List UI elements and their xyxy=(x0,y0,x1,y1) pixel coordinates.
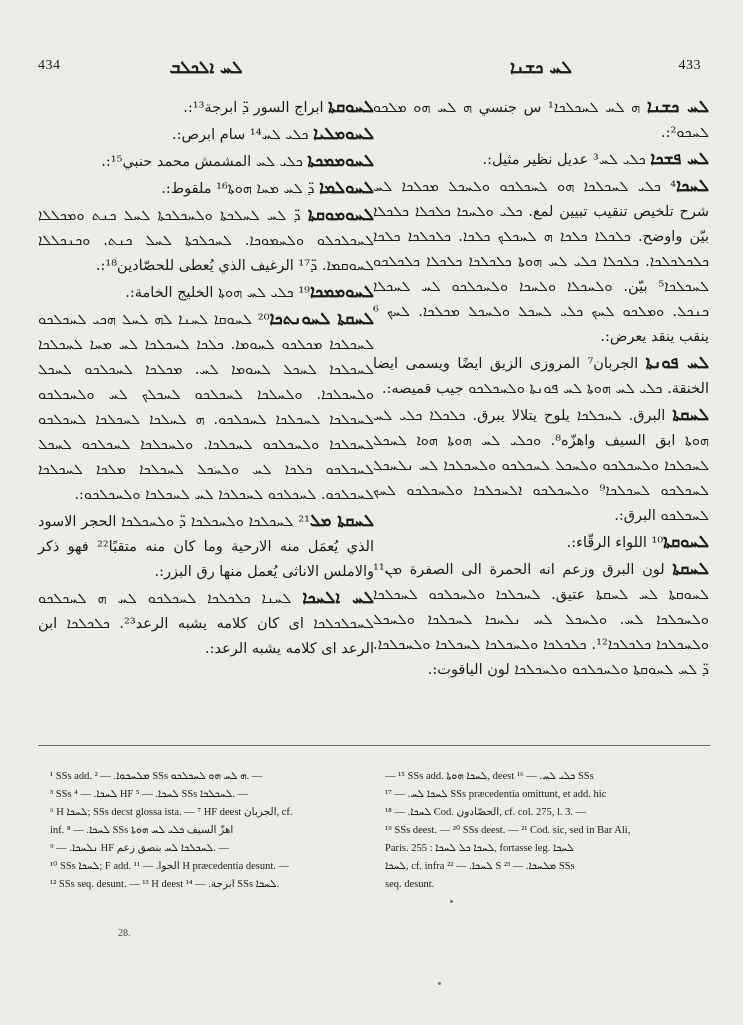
lexicon-entry xyxy=(38,585,374,662)
lexicon-entry xyxy=(373,94,709,146)
footnote-line: inf. ܠܚܟܐ. — ⁸ SSs اهزّ السيف ܟܠܝ ܠܚ ܗܘܬܐ xyxy=(50,825,234,836)
left-running-title: ܠܚ ܐܠܟܠܒ xyxy=(169,58,243,78)
right-footnotes xyxy=(385,768,707,894)
lexicon-entry xyxy=(373,350,709,402)
footnote-line: ¹⁰ SSs ܠܚܟܐ; F add. الجوا. — ¹¹ H præcedentia desunt. — xyxy=(50,861,290,872)
footnote-line: ܢܠܚܟܐ. — ⁹ HF ܠܚܟܠܟܐ ܠܚ بنصق زعم. — xyxy=(50,843,229,854)
paper-speck xyxy=(438,982,441,985)
entry-text: ܟܠܝ ܠܚ المشمش محمد حنبي¹⁵:. xyxy=(101,154,308,170)
entry-headword: ܠܚܘܠܡܐ xyxy=(319,178,374,197)
lexicon-entry xyxy=(373,556,709,683)
lexicon-entry xyxy=(38,508,374,585)
entry-headword: ܠܚ ܦܫܟܐ xyxy=(650,149,709,168)
footnote-line: ¹ SSs add. ܡܠܚܟܘܐ. — ² SSs ܗ ܠܚ ܗܘ ܠܚܟܠܟܘ. — xyxy=(50,771,263,782)
footnote-line: ¹⁹ SSs deest. — ²⁰ SSs deest. — ²¹ Cod. sic, sed in Bar Ali, xyxy=(385,825,631,836)
entry-text: ܠܚܢܐ ܟܠܟܠܟܐ ܠܚܟܠܟܘ ܠܚ ܗ ܠܚܟܠܟܘ ܠܚܟܠܟܠܟܐ ای کان کلامه یشبه الرعد²³. ܟܠܟܠܟܐ ابن الرعد ای کلامه یشبه الرعد:. xyxy=(38,591,374,657)
lexicon-entry xyxy=(373,529,709,556)
lexicon-entry xyxy=(373,146,709,173)
left-running-head xyxy=(38,58,374,80)
entry-text: ܗ ܠܚ ܠܚܟܠܟܐ¹ س جنسي ܗ ܠܚ ܗܘ ܡܠܟܘ ܠܚܟܘ²:. xyxy=(373,100,709,141)
entry-headword: ܠܚ ܟܫܢܐ xyxy=(646,97,709,116)
lexicon-entry xyxy=(38,148,374,175)
left-footnotes xyxy=(50,768,372,894)
footnote-line: ܠܚܟܐ ܠܚ. — ¹⁷ SSs præcedentia omittunt, et add. hic xyxy=(385,789,607,800)
entry-text: ܕ̈ ܠܚ ܠܚܠܟܬܐ ܘܠܚܟܠܟܬܐ ܠܚܠ ܟܢܬ ܘܡܟܠܠܐ ܠܚܟܠܟܠܘ ܘܠܚܡܘܟܐ. ܠܚܟܠܟܬܐ ܠܚܠ ܟܢܬ. ܘܟܢܟܠܠܐ ܠܚܘܩܡܐ. ܕ̈¹⁷ الرغيف الذي يُعطى للحصّادين¹⁸:. xyxy=(38,208,374,274)
entry-headword: ܠܚܩܬܐ xyxy=(672,559,709,578)
footnote-line: ³ SSs ܠܚܟܐ. — ⁴ HF ܠܚܟܐ. — ⁵ SSs ܠܚܟܠܟܐ. — xyxy=(50,789,249,800)
footnote-line: seq. desunt. xyxy=(385,879,435,890)
left-column xyxy=(38,58,374,662)
lexicon-entry xyxy=(373,402,709,529)
entry-text: ²⁰ ܠܚܘܩܐ ܠܚܢܐ ܠܗ ܠܚܠ ܗܟܝ ܠܚܟܠܟܘ ܠܚܟܠܟܐ ܡܟܠܟܘ ܠܚܘܡܐ. ܟܠܟܐ ܠܚܟܠܟܐ ܠܚ ܡܚܐ ܠܚܟܠܟܐ ܠܚܟܠܟܐ ܠܚܟܠ ܠܚܘܡܐ ܠܚ. ܡܟܠܟܐ ܠܚܟܠܟܘ ܠܚܟܠ ܘܠܚܟܠܟܐ. ܘܠܚܠܟܐ ܠܚܟܠܟܘ ܠܚܟܠܟ ܠܚ ܘܠܚܟܠܟܘ ܠܚܟܠܟܐ ܠܚܟܠܟܐ ܠܚܟܠܟܘ. ܗ ܠܚܠܟܐ ܠܚܟܠܟܐ ܠܚܟܠܟܘ ܠܚܟܠܟܐ ܘܠܚܟܠܟܘ ܠܚܟܠܟܐ. ܘܠܚܟܠܟܐ ܠܚܟܠܟܘ ܠܚܟܠ ܠܚܟܠܟܘ ܟܠܟܐ ܠܚ ܘܠܚܟܠ ܠܚܟܠܟܐ ܡܠܟܐ ܠܚܟܠܟܐ ܠܚܟܠܟܘ. ܠܚܟܠܟܘ ܠܚܟܠܟܐ ܠܚ ܠܚܟܠܟܐ ܘܠܚܟܠܟܘ:. xyxy=(38,312,374,503)
footnote-line: ¹² SSs seq. desunt. — ¹³ H deest ابرجة. — ¹⁴ SSs ܠܚܟܐ. xyxy=(50,879,280,890)
entry-headword: ܠܚܩܬܐ ܠܚܘܢܬܟܐ xyxy=(269,309,375,328)
entry-text: ¹⁹ ܟܠܝ ܠܚ ܗܘܬܐ الخليج الخامة:. xyxy=(125,285,310,301)
footnote-line: ⁶ H ܠܚܟܐ; SSs decst glossa ista. — ⁷ HF deest الجربان, cf. xyxy=(50,807,293,818)
lexicon-entry xyxy=(38,279,374,306)
lexicon-entry xyxy=(38,306,374,508)
footnote-rule xyxy=(38,745,710,746)
signature-mark: 28. xyxy=(118,928,131,939)
entry-text: ܟܠܝ ܠܚ³ عديل نظير مثيل:. xyxy=(482,152,651,168)
footnote-line: ܠܚܟܐ, cf. infra ܠܚܟܐ. — ²² S ܡܠܚܟܐ. — ²³ SSs xyxy=(385,861,575,872)
lexicon-entry xyxy=(38,202,374,279)
entry-headword: ܠܚܩܬܐ ܡܠ xyxy=(309,511,375,530)
entry-text: البرق. ܠܚܟܠܟܐ يلوح يتلالا يبرق. ܟܠܟܠܐ ܟܠܝ ܠܚ ܗܘܬܐ ابق السيف واهزّه⁸. ܘܟܠܝ ܠܚ ܗܘܬܐ ܗܘܐ ܠܚܟܠ ܠܚܟܠܟܐ ܘܠܚܟܠܟܘ ܘܠܚܟܠ ܠܚܟܠܟܘ ܘܠܚܟܠܟܐ ܠܚ ܢܠܚܟܠ ܠܚܟܠܟܘ ܠܚܟܠܟܐ⁹ ܘܠܚܟܠܟܘ ܐܠܚܟܠܟܐ ܘܠܚܟܠܟܘ ܠܚܟ ܠܚܟܠܟܘ البرق:. xyxy=(373,408,710,524)
lexicon-entry xyxy=(373,173,709,350)
entry-headword: ܠܚܘܡܡܟܐ xyxy=(309,282,374,301)
entry-headword: ܠܚܩܬܐ xyxy=(672,405,709,424)
entry-text: ²¹ ܠܚܟܠܟܐ ܘܠܚܟܠܟܐ ܕ̈ ܘܠܚܟܠܟܐ الحجر الاسود الذي يُعمَل منه الارحية وما كان منه متقبًا²² فهو ذكر والاملس الاناثى يُعمل منها رق البزر:. xyxy=(38,514,375,580)
entry-text: ܕ̈ ܠܚ ܡܚܐ ܗܘܬܐ¹⁶ ملقوط:. xyxy=(161,181,320,197)
entry-headword: ܠܚܟܐ xyxy=(676,176,709,195)
entry-text: ¹⁰ اللواء الرقّاء:. xyxy=(566,535,664,551)
entry-headword: ܠܚ ܦܘܢܬܐ xyxy=(645,353,709,372)
footnote-line: ܠܚܟܐ. — ¹⁸ Cod. الحصّادون, cf. col. 275, l. 3. — xyxy=(385,807,587,818)
entry-headword: ܠܚܘܩܬܐ xyxy=(663,532,709,551)
entry-text: ابراج السور ܕ̈ ابرجة¹³:. xyxy=(183,100,329,116)
right-page-number: 433 xyxy=(678,58,701,73)
entry-headword: ܠܚܘܩܬܐ xyxy=(328,97,374,116)
entry-headword: ܠܚܘܡܠܝܐ xyxy=(313,124,374,143)
left-page-number: 434 xyxy=(38,58,61,73)
entry-text: ⁴ ܟܠܝ ܠܚܟܠܟܐ ܗܘ ܠܚܟܠܟܘ ܘܠܚܟܠ ܡܟܠܟܐ ܠܚ شرح تلخيص تنقيب تبيين لمع. ܟܠܝ ܘܠܚܟܐ ܟܠܟܠܐ ܟܠܟܠܐ بيّن واوضح. ܟܠܟܠܐ ܟܠܟܐ ܗ ܠܚܟܠܟ ܟܠܟܐ. ܟܠܟܠܟܐ ܟܠܟܐ ܟܠܟܠܟܠܟܐ. ܟܠܟܠܐ ܟܠܝ ܠܚ ܗܘܬܐ ܟܠܟܠܟܐ ܟܠܟܠܐ ܟܠܟܠܟܘ ܠܚܟܠܟܐ⁵ بيّن. ܘܠܚܟܠܐ ܘܠܚܟܐ ܘܠܚܟܠܟܘ ܠܚ ܠܚܟܠܐ ܟܢܟܠ. ܘܡܠܟܘ ܠܚܟ ܟܠܝ ܠܚܟܠ ܘܠܚܟܠ ܡܟܠܟܐ. ܠܚܟ ⁶ ينقب ينقد يعرض:. xyxy=(373,179,709,345)
entry-text: الجربان⁷ المروزى الزيق ايضًا ويسمى ايضا الخنقة. ܟܠܝ ܠܚ ܗܘܬܐ ܠܚ ܦܘܢܬܐ ܘܠܚܟܠܟܘ جيب قميصه:. xyxy=(373,356,709,397)
entry-text: ܟܠܝ ܠܚ¹⁴ سام ابرص:. xyxy=(172,127,314,143)
right-running-head xyxy=(373,58,709,80)
footnote-line: Paris. 255 : ܠܚܟܐ ܟܠ ܠܚܟܐ, fortasse leg. ܠܚܟܐ xyxy=(385,843,574,854)
footnote-line: — ¹⁵ SSs add. ܠܚܟܐ ܗܘܬܐ, deest ܟܠܝ ܠܚ. — ¹⁶ SSs xyxy=(385,771,594,782)
right-column xyxy=(373,58,709,683)
lexicon-entry xyxy=(38,94,374,121)
lexicon-entry xyxy=(38,121,374,148)
right-running-title: ܠܚ ܟܫܢܐ xyxy=(510,58,572,78)
entry-headword: ܠܚܘܡܘܩܬܐ xyxy=(307,205,374,224)
entry-text: لون البرق وزعم انه الحمرة الى الصفرة ܡܢ¹¹ ܠܚܘܩܬܐ ܠܚ ܠܚܩܬܐ عتيق. ܠܚܟܠܟܐ ܘܠܚܟܠܟܘ ܠܚܟܠܟܐ ܘܠܚܟܠܟܐ ܠܚ. ܘܠܚܟܠ ܠܚ ܢܠܚܟܐ ܠܚܟܠܟܐ ܘܠܚܟܠ ܘܠܚܟܠܟܐ ܟܠܟܠܟܐ¹². ܟܠܟܠܟܐ ܘܠܚܟܠܟܐ ܠܚܟܠܟܐ ܘܠܚܟܠܟܐ. ܕ̈ ܠܚ ܠܚܘܩܬܐ ܘܠܚܟܠܟܘ ܘܠܚܟܠܟܐ لون الياقوت:. xyxy=(373,562,709,678)
entry-headword: ܠܚܘܡܡܟܬܐ xyxy=(307,151,374,170)
entry-headword: ܠܚ ܐܠܚܟܐ xyxy=(302,588,375,607)
paper-speck xyxy=(450,900,453,903)
lexicon-entry xyxy=(38,175,374,202)
